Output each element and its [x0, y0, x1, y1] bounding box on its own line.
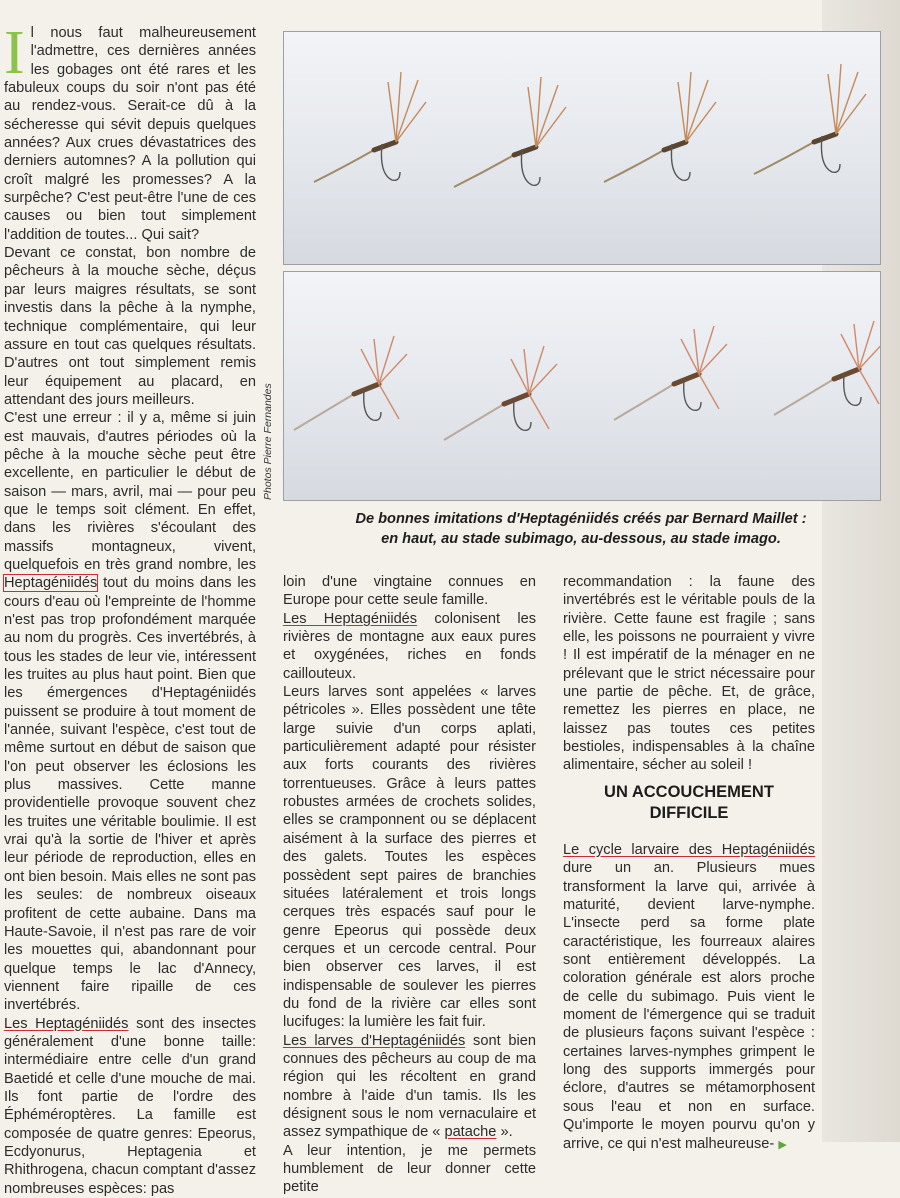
- highlighted-term: Les Heptagéniidés: [4, 1015, 129, 1032]
- paragraph-constat: Devant ce constat, bon nombre de pêcheurs à la mouche sèche, déçus par leurs maigres résultats, se sont investis dans la pêche à la nymphe, technique complémentaire, qui leur assure en tout cas quelques résultats. D'autres ont tout simplement remis leur équipement au placard, en attendant des jours meilleurs.: [4, 245, 256, 408]
- paragraph-larves: Leurs larves sont appelées « larves pétricoles ». Elles possèdent une tête large suivie d'un corps aplati, particulièrement adapté pour résister aux forts courants des rivières torrentueuses. Grâce à leurs pattes robustes armées de crochets solides, elles se cramponnent ou se déplacent aisément à la surface des pierres et des galets. Toutes les espèces possèdent sept paires de branchies situées latéralement et trois longs cerques très espacés sauf pour le genre Epeorus qui possède deux cerques et un cercode central. Pour bien observer ces larves, il est indispensable de soulever les pierres du fond de la rivière car elles sont lucifuges: la lumière les fait fuir.: [283, 684, 536, 1031]
- paragraph-recommandation: recommandation : la faune des invertébrés est le véritable pouls de la rivière. Cette faune est fragile ; sans elle, les poissons ne pourraient y vivre ! Il est impératif de la ménager en ne prélevant que le strict nécessaire pour une partie de pêche. Et, de grâce, remettez les pierres en place, ne laissez pas toutes ces petites bestioles, indispensables à la chaîne alimentaire, sécher au soleil !: [563, 574, 815, 774]
- article-column-2: [283, 573, 536, 1197]
- paragraph-erreur: C'est une erreur : il y a, même si juin est mauvais, d'autres périodes où la pêche à la mouche sèche peut être excellente, en particulier le début de saison — mars, avril, mai — pour peu que le temps soit clément. En effet, dans les rivières s'écoulant des massifs montagneux, vivent, quelquefois en très grand nombre, les Heptagéniidés tout du moins dans les cours d'eau où l'empreinte de l'homme n'est pas trop profondément marquée au nom du progrès. Ces invertébrés, à tous les stades de leur vie, intéressent les truites au plus haut point. Bien que les émergences d'Heptagéniidés puissent se produire à tout moment de l'année, suivant l'espèce, c'est tout de même surtout en début de saison que l'on peut observer les éclosions les plus massives. Cette manne providentielle provoque souvent chez les truites une véritable boulimie. Il est vrai qu'à la sortie de l'hiver et après leur période de reproduction, elles en ont bien besoin. Mais elles ne sont pas les seules: de nombreux oiseaux profitent de cette aubaine. Dans ma Haute-Savoie, il n'est pas rare de voir les mouettes qui, abandonnant pour quelque temps le lac d'Annecy, viennent faire ripaille de ces invertébrés.: [4, 410, 256, 1014]
- drop-cap: I: [4, 19, 25, 87]
- paragraph-cycle: Le cycle larvaire des Heptagéniidés dure un an. Plusieurs mues transforment la larve qui, arrivée à maturité, devient larve-nymphe. L'insecte perd sa forme plate caractéristique, les fourreaux alaires sont entièrement développés. La coloration générale est alors proche de celle du subimago. Puis vient le moment de l'émergence qui se traduit de plusieurs façons suivant l'espèce : certaines larves-nymphes grimpent le long des supports immergés pour éclore, d'autres se métamorphosent sous l'eau et non en surface. Qu'importe le moyen pourvu qu'on y arrive, ce qui n'est malheureuse- ▶: [563, 842, 815, 1152]
- paragraph-patache: Les larves d'Heptagéniidés sont bien connues des pêcheurs au coup de ma région qui les récoltent en grand nombre à l'aide d'un tamis. Ils les désignent sous le nom vernaculaire et assez sympathique de « patache ».: [283, 1032, 537, 1141]
- highlighted-term: Les Heptagéniidés: [283, 610, 418, 627]
- highlighted-term: patache: [444, 1124, 497, 1141]
- section-heading: UN ACCOUCHEMENT DIFFICILE: [604, 783, 774, 822]
- highlighted-term: Le cycle larvaire des Heptagéniidés: [563, 842, 815, 858]
- triangle-right-icon: ▶: [778, 1138, 787, 1151]
- paragraph-intention: A leur intention, je me permets humblement de leur donner cette petite: [283, 1142, 536, 1196]
- photo-subimago-flies: [283, 31, 881, 265]
- article-column-1: [4, 19, 256, 1198]
- photo-credit: Photos Pierre Fernandes: [262, 383, 274, 500]
- highlighted-term: Heptagéniidés: [4, 575, 98, 592]
- paragraph-intro: l nous faut malheureusement l'admettre, ces dernières années les gobages ont été rares et les fabuleux coups du soir n'ont pas été au rendez-vous. Serait-ce dû à la sécheresse qui sévit depuis quelques années? Aux crues dévastatrices des derniers automnes? A la pollution qui croît malgré les promesses? A la surpêche? C'est peut-être l'une de ces causes ou bien tout simplement l'addition de toutes... Qui sait?: [4, 25, 256, 243]
- dry-fly-icon: [284, 32, 880, 264]
- paragraph-europe: loin d'une vingtaine connues en Europe pour cette seule famille.: [283, 574, 536, 609]
- paragraph-habitat: Les Heptagéniidés colonisent les rivières de montagne aux eaux pures et oxygénées, riches en fonds caillouteux.: [283, 610, 536, 682]
- figure-caption: De bonnes imitations d'Heptagéniidés créés par Bernard Maillet : en haut, au stade subimago, au-dessous, au stade imago.: [355, 511, 807, 547]
- article-column-3: [563, 573, 815, 775]
- photo-imago-flies: [283, 271, 881, 501]
- dry-fly-icon: [284, 272, 880, 500]
- article-column-3-continued: [563, 841, 815, 1154]
- highlighted-term: Les larves d'Heptagéniidés: [283, 1032, 466, 1049]
- paragraph-famille: Les Heptagéniidés sont des insectes généralement d'une bonne taille: intermédiaire entre celle d'un grand Baetidé et celle d'une mouche de mai. Ils font partie de l'ordre des Éphéméroptères. La famille est composée de quatre genres: Epeorus, Ecdyonurus, Heptagenia et Rhithrogena, chacun comptant d'assez nombreuses espèces: pas: [4, 1015, 256, 1197]
